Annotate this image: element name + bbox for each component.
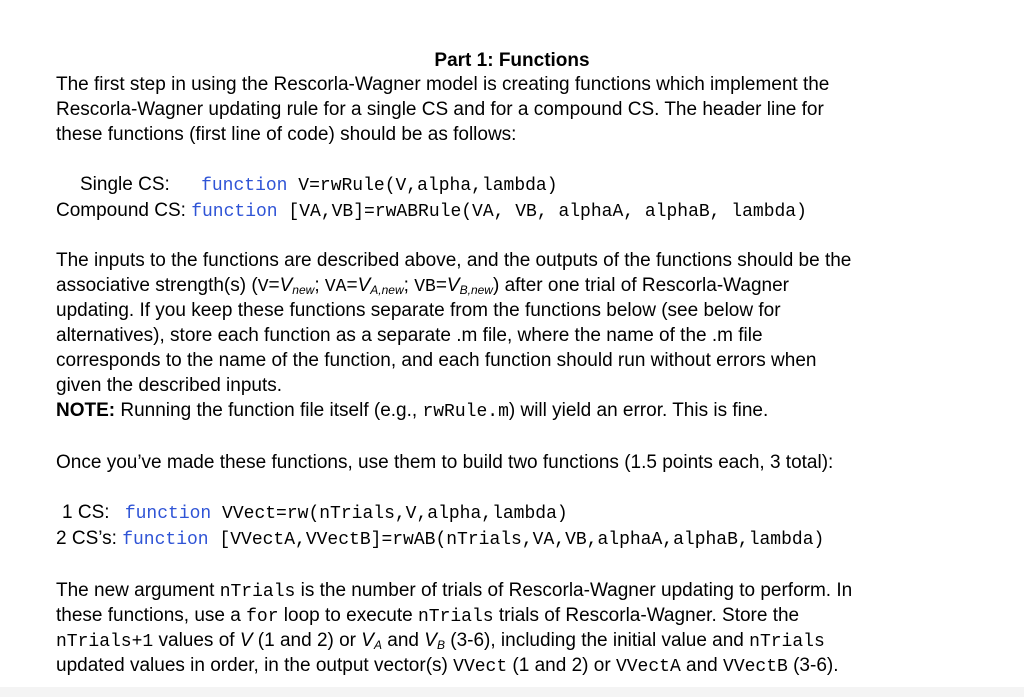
paragraph-line: given the described inputs. (56, 375, 283, 396)
compound-cs-header (56, 198, 807, 225)
function-keyword: function (122, 530, 209, 550)
section-title: Part 1: Functions (434, 50, 590, 71)
paragraph-line: corresponds to the name of the function, and each function should run without errors when (56, 350, 817, 371)
paragraph-line: these functions, use a for loop to execute nTrials trials of Rescorla-Wagner. Store the (56, 605, 800, 627)
inline-code: rwRule.m (422, 402, 509, 422)
function-keyword: function (191, 202, 278, 222)
paragraph-line: The inputs to the functions are described above, and the outputs of the functions should be the (56, 250, 852, 271)
intro-line: Rescorla-Wagner updating rule for a single CS and for a compound CS. The header line for (56, 99, 824, 120)
intro-line: these functions (first line of code) should be as follows: (56, 124, 517, 145)
paragraph-line: The new argument nTrials is the number of trials of Rescorla-Wagner updating to perform. In (56, 580, 853, 602)
single-cs-header (80, 172, 558, 199)
function-keyword: function (201, 176, 288, 196)
two-cs-function (56, 526, 824, 553)
one-cs-label: 1 CS: (62, 502, 110, 523)
two-cs-label: 2 CS’s: (56, 528, 117, 549)
single-cs-code: V=rwRule(V,alpha,lambda) (287, 176, 558, 196)
paragraph-line: alternatives), store each function as a separate .m file, where the name of the .m file (56, 325, 763, 346)
one-cs-code: VVect=rw(nTrials,V,alpha,lambda) (211, 504, 568, 524)
intro-line: The first step in using the Rescorla-Wagner model is creating functions which implement the (56, 74, 830, 95)
paragraph-line: nTrials+1 values of V (1 and 2) or $V_A$ and $V_B$ (3-6), including the initial value and nTrials (56, 630, 825, 652)
build-functions-line: Once you’ve made these functions, use them to build two functions (1.5 points each, 3 total): (56, 452, 834, 473)
paragraph-line: updated values in order, in the output vector(s) VVect (1 and 2) or VVectA and VVectB (3-6). (56, 655, 839, 677)
two-cs-code: [VVectA,VVectB]=rwAB(nTrials,VA,VB,alphaA,alphaB,lambda) (208, 530, 825, 550)
single-cs-label: Single CS: (80, 174, 170, 195)
note-line: NOTE: Running the function file itself (e.g., rwRule.m) will yield an error. This is fine. (56, 400, 769, 422)
one-cs-function (62, 500, 568, 527)
paragraph-line: updating. If you keep these functions separate from the functions below (see below for (56, 300, 781, 321)
bottom-band (0, 687, 1024, 697)
compound-cs-label: Compound CS: (56, 200, 186, 221)
note-label: NOTE: (56, 400, 116, 421)
function-keyword: function (124, 504, 212, 524)
paragraph-line: associative strength(s) ($V=V_{new}$; $VA=V_{A,new}$; $VB=V_{B,new}$) after one trial of Rescorla-Wagner (56, 275, 789, 297)
compound-cs-code: [VA,VB]=rwABRule(VA, VB, alphaA, alphaB, lambda) (277, 202, 807, 222)
